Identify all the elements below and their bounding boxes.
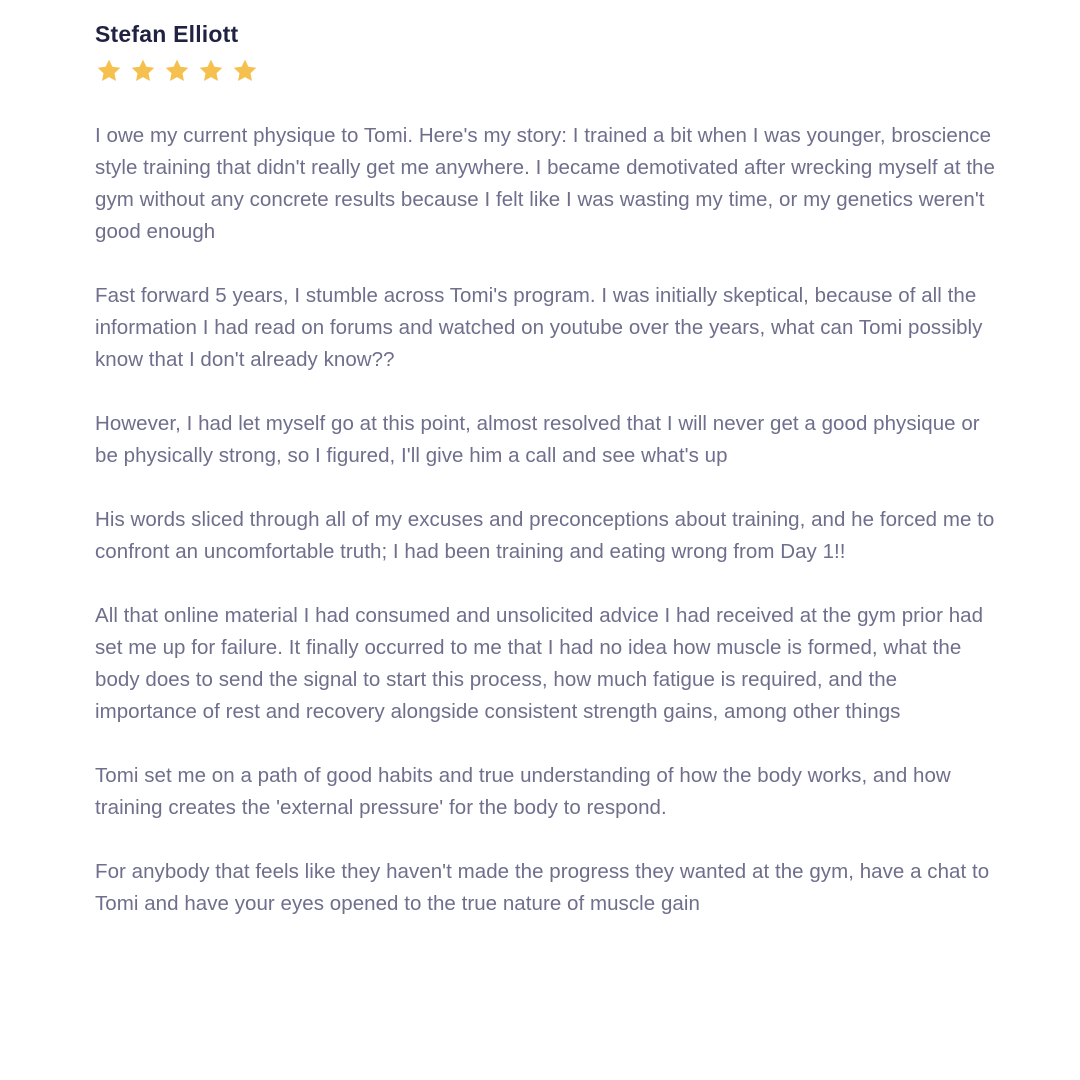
star-icon xyxy=(95,57,123,85)
star-icon xyxy=(129,57,157,85)
reviewer-name: Stefan Elliott xyxy=(95,21,239,47)
review-paragraph: Fast forward 5 years, I stumble across Tomi's program. I was initially skeptical, because of all the information I had read on forums and watched on youtube over the years, what can Tomi possibly know that I don't already know?? xyxy=(95,284,983,371)
review-paragraph: His words sliced through all of my excuses and preconceptions about training, and he forced me to confront an uncomfortable truth; I had been training and eating wrong from Day 1!! xyxy=(95,508,995,563)
review-paragraph: For anybody that feels like they haven't made the progress they wanted at the gym, have a chat to Tomi and have your eyes opened to the true nature of muscle gain xyxy=(95,860,990,915)
star-icon xyxy=(163,57,191,85)
review-body xyxy=(95,120,995,920)
review-paragraph: Tomi set me on a path of good habits and true understanding of how the body works, and how training creates the 'external pressure' for the body to respond. xyxy=(95,764,951,819)
star-icon xyxy=(197,57,225,85)
star-rating xyxy=(95,56,995,86)
review-paragraph: However, I had let myself go at this point, almost resolved that I will never get a good physique or be physically strong, so I figured, I'll give him a call and see what's up xyxy=(95,412,980,467)
star-icon xyxy=(231,57,259,85)
review-card xyxy=(95,20,995,952)
review-paragraph: All that online material I had consumed and unsolicited advice I had received at the gym prior had set me up for failure. It finally occurred to me that I had no idea how muscle is formed, what the body does to send the signal to start this process, how much fatigue is required, and the importance of rest and recovery alongside consistent strength gains, among other things xyxy=(95,604,984,723)
review-paragraph: I owe my current physique to Tomi. Here's my story: I trained a bit when I was younger, broscience style training that didn't really get me anywhere. I became demotivated after wrecking myself at the gym without any concrete results because I felt like I was wasting my time, or my genetics weren't good enough xyxy=(95,124,995,243)
